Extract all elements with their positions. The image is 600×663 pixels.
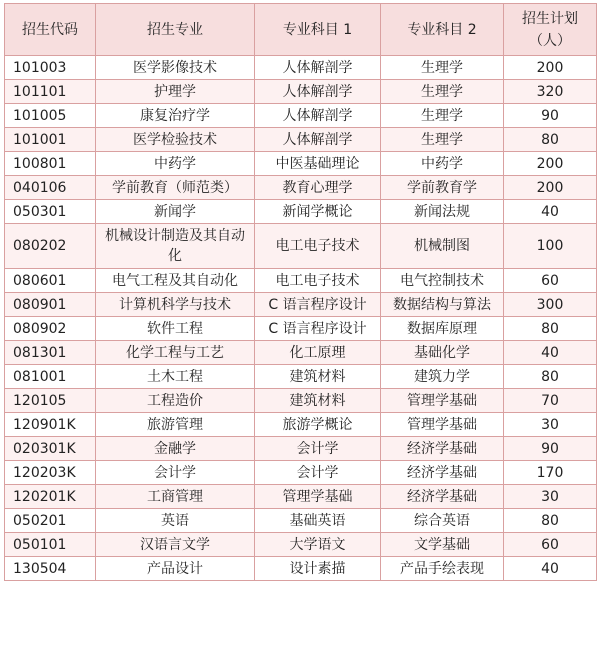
cell-plan: 200 bbox=[504, 176, 597, 200]
cell-subject-2: 机械制图 bbox=[381, 224, 504, 269]
cell-subject-1: 旅游学概论 bbox=[255, 413, 381, 437]
header-row bbox=[5, 4, 597, 56]
table-row bbox=[5, 413, 597, 437]
table-row bbox=[5, 437, 597, 461]
cell-subject-2: 管理学基础 bbox=[381, 413, 504, 437]
admission-plan-table bbox=[4, 3, 597, 581]
cell-plan: 40 bbox=[504, 557, 597, 581]
table-row bbox=[5, 485, 597, 509]
table-row bbox=[5, 200, 597, 224]
cell-plan: 80 bbox=[504, 128, 597, 152]
cell-subject-2: 建筑力学 bbox=[381, 365, 504, 389]
admission-table-container bbox=[4, 3, 596, 581]
cell-subject-1: 电工电子技术 bbox=[255, 269, 381, 293]
cell-major: 医学影像技术 bbox=[96, 56, 255, 80]
header-plan: 招生计划（人） bbox=[504, 4, 597, 56]
cell-subject-1: 建筑材料 bbox=[255, 365, 381, 389]
cell-subject-1: 人体解剖学 bbox=[255, 56, 381, 80]
cell-major: 会计学 bbox=[96, 461, 255, 485]
header-subject-2: 专业科目 2 bbox=[381, 4, 504, 56]
cell-plan: 40 bbox=[504, 341, 597, 365]
cell-major: 学前教育（师范类） bbox=[96, 176, 255, 200]
cell-plan: 70 bbox=[504, 389, 597, 413]
cell-subject-2: 中药学 bbox=[381, 152, 504, 176]
cell-major: 旅游管理 bbox=[96, 413, 255, 437]
cell-major: 土木工程 bbox=[96, 365, 255, 389]
cell-code: 080202 bbox=[5, 224, 96, 269]
cell-subject-1: 电工电子技术 bbox=[255, 224, 381, 269]
cell-subject-1: 人体解剖学 bbox=[255, 104, 381, 128]
table-row bbox=[5, 293, 597, 317]
cell-plan: 90 bbox=[504, 437, 597, 461]
cell-code: 101101 bbox=[5, 80, 96, 104]
table-row bbox=[5, 365, 597, 389]
cell-code: 101005 bbox=[5, 104, 96, 128]
cell-code: 080901 bbox=[5, 293, 96, 317]
cell-subject-2: 产品手绘表现 bbox=[381, 557, 504, 581]
table-row bbox=[5, 341, 597, 365]
cell-subject-2: 生理学 bbox=[381, 56, 504, 80]
cell-subject-2: 综合英语 bbox=[381, 509, 504, 533]
table-row bbox=[5, 152, 597, 176]
table-row bbox=[5, 269, 597, 293]
cell-plan: 80 bbox=[504, 317, 597, 341]
cell-code: 100801 bbox=[5, 152, 96, 176]
cell-plan: 300 bbox=[504, 293, 597, 317]
cell-subject-1: 基础英语 bbox=[255, 509, 381, 533]
cell-subject-1: 管理学基础 bbox=[255, 485, 381, 509]
table-row bbox=[5, 317, 597, 341]
cell-major: 工程造价 bbox=[96, 389, 255, 413]
cell-code: 120901K bbox=[5, 413, 96, 437]
cell-subject-1: C 语言程序设计 bbox=[255, 293, 381, 317]
cell-major: 康复治疗学 bbox=[96, 104, 255, 128]
cell-code: 020301K bbox=[5, 437, 96, 461]
table-row bbox=[5, 533, 597, 557]
cell-subject-1: 大学语文 bbox=[255, 533, 381, 557]
cell-code: 120201K bbox=[5, 485, 96, 509]
cell-code: 050101 bbox=[5, 533, 96, 557]
cell-subject-2: 数据结构与算法 bbox=[381, 293, 504, 317]
cell-plan: 320 bbox=[504, 80, 597, 104]
cell-major: 工商管理 bbox=[96, 485, 255, 509]
cell-code: 050301 bbox=[5, 200, 96, 224]
cell-subject-2: 生理学 bbox=[381, 128, 504, 152]
cell-subject-2: 管理学基础 bbox=[381, 389, 504, 413]
cell-major: 机械设计制造及其自动化 bbox=[96, 224, 255, 269]
cell-subject-1: 人体解剖学 bbox=[255, 80, 381, 104]
cell-subject-2: 数据库原理 bbox=[381, 317, 504, 341]
cell-plan: 80 bbox=[504, 365, 597, 389]
table-row bbox=[5, 128, 597, 152]
table-body bbox=[5, 56, 597, 581]
cell-subject-1: 中医基础理论 bbox=[255, 152, 381, 176]
cell-plan: 60 bbox=[504, 533, 597, 557]
cell-subject-2: 文学基础 bbox=[381, 533, 504, 557]
cell-subject-2: 经济学基础 bbox=[381, 461, 504, 485]
cell-subject-2: 电气控制技术 bbox=[381, 269, 504, 293]
cell-major: 英语 bbox=[96, 509, 255, 533]
cell-code: 040106 bbox=[5, 176, 96, 200]
table-row bbox=[5, 80, 597, 104]
cell-plan: 200 bbox=[504, 56, 597, 80]
cell-plan: 100 bbox=[504, 224, 597, 269]
cell-major: 汉语言文学 bbox=[96, 533, 255, 557]
cell-plan: 40 bbox=[504, 200, 597, 224]
cell-major: 中药学 bbox=[96, 152, 255, 176]
cell-major: 化学工程与工艺 bbox=[96, 341, 255, 365]
cell-subject-1: 化工原理 bbox=[255, 341, 381, 365]
cell-code: 101001 bbox=[5, 128, 96, 152]
cell-subject-1: 新闻学概论 bbox=[255, 200, 381, 224]
cell-plan: 80 bbox=[504, 509, 597, 533]
cell-plan: 30 bbox=[504, 413, 597, 437]
cell-code: 130504 bbox=[5, 557, 96, 581]
cell-code: 101003 bbox=[5, 56, 96, 80]
cell-subject-1: 设计素描 bbox=[255, 557, 381, 581]
cell-plan: 30 bbox=[504, 485, 597, 509]
cell-major: 新闻学 bbox=[96, 200, 255, 224]
header-code: 招生代码 bbox=[5, 4, 96, 56]
cell-code: 081001 bbox=[5, 365, 96, 389]
cell-subject-2: 经济学基础 bbox=[381, 485, 504, 509]
cell-subject-1: 人体解剖学 bbox=[255, 128, 381, 152]
cell-code: 080902 bbox=[5, 317, 96, 341]
cell-code: 120203K bbox=[5, 461, 96, 485]
cell-major: 金融学 bbox=[96, 437, 255, 461]
cell-subject-2: 生理学 bbox=[381, 104, 504, 128]
cell-subject-2: 学前教育学 bbox=[381, 176, 504, 200]
cell-subject-2: 新闻法规 bbox=[381, 200, 504, 224]
cell-major: 计算机科学与技术 bbox=[96, 293, 255, 317]
cell-subject-1: 教育心理学 bbox=[255, 176, 381, 200]
cell-subject-1: 建筑材料 bbox=[255, 389, 381, 413]
cell-plan: 170 bbox=[504, 461, 597, 485]
table-row bbox=[5, 509, 597, 533]
header-subject-1: 专业科目 1 bbox=[255, 4, 381, 56]
cell-plan: 90 bbox=[504, 104, 597, 128]
table-row bbox=[5, 176, 597, 200]
cell-plan: 60 bbox=[504, 269, 597, 293]
cell-code: 120105 bbox=[5, 389, 96, 413]
cell-major: 医学检验技术 bbox=[96, 128, 255, 152]
cell-major: 软件工程 bbox=[96, 317, 255, 341]
table-row bbox=[5, 461, 597, 485]
cell-plan: 200 bbox=[504, 152, 597, 176]
cell-subject-2: 经济学基础 bbox=[381, 437, 504, 461]
cell-code: 050201 bbox=[5, 509, 96, 533]
cell-major: 产品设计 bbox=[96, 557, 255, 581]
table-row bbox=[5, 389, 597, 413]
cell-major: 护理学 bbox=[96, 80, 255, 104]
cell-subject-2: 生理学 bbox=[381, 80, 504, 104]
cell-code: 080601 bbox=[5, 269, 96, 293]
header-major: 招生专业 bbox=[96, 4, 255, 56]
cell-subject-1: 会计学 bbox=[255, 461, 381, 485]
table-row bbox=[5, 224, 597, 269]
table-row bbox=[5, 104, 597, 128]
cell-subject-1: 会计学 bbox=[255, 437, 381, 461]
table-row bbox=[5, 557, 597, 581]
table-row bbox=[5, 56, 597, 80]
cell-subject-1: C 语言程序设计 bbox=[255, 317, 381, 341]
cell-major: 电气工程及其自动化 bbox=[96, 269, 255, 293]
cell-code: 081301 bbox=[5, 341, 96, 365]
cell-subject-2: 基础化学 bbox=[381, 341, 504, 365]
